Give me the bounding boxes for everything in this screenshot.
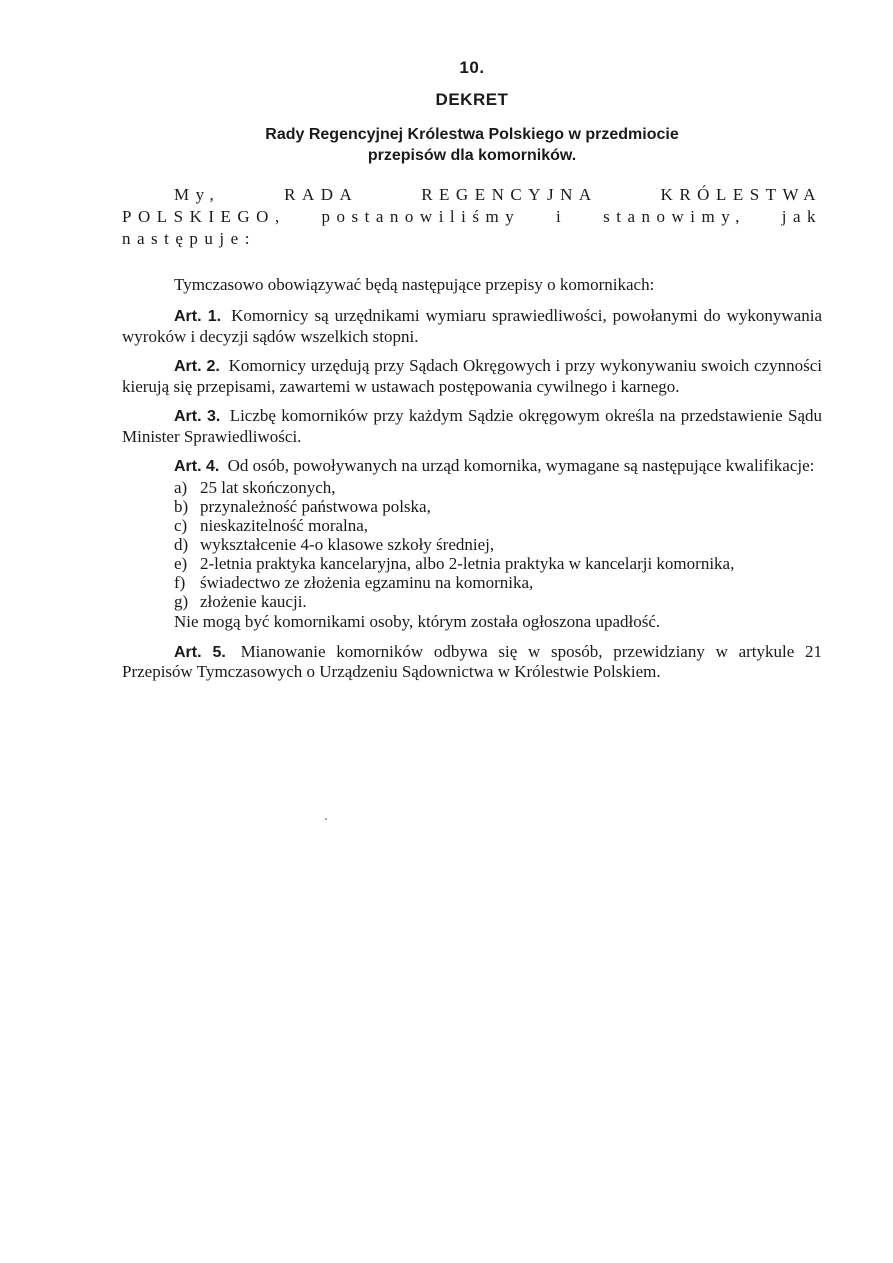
article-4: [122, 456, 822, 632]
qualifications-list: [122, 478, 822, 611]
decree-title: DEKRET: [435, 90, 509, 109]
article-text: Komornicy urzędują przy Sądach Okręgowych i przy wykonywaniu swoich czynności kierują się przepisami, zawartemi w ustawach postępowania cywilnego i karnego.: [122, 356, 823, 396]
article-1: [122, 306, 822, 347]
subtitle-line-1: Rady Regencyjnej Królestwa Polskiego w przedmiocie: [265, 126, 679, 143]
list-item: [122, 554, 822, 573]
intro-paragraph: Tymczasowo obowiązywać będą następujące przepisy o komornikach:: [174, 275, 655, 294]
article-text: Mianowanie komorników odbywa się w sposób, przewidziany w artykule 21 Przepisów Tymczasowych o Urządzeniu Sądownictwa w Królestwie Polskiem.: [122, 642, 822, 681]
article-text: Liczbę komorników przy każdym Sądzie okręgowym określa na przedstawienie Sądu Minister Sprawiedliwości.: [122, 406, 823, 446]
list-item: [122, 478, 822, 497]
article-label: Art. 4.: [174, 458, 220, 475]
item-letter: c): [174, 516, 188, 535]
item-text: przynależność państwowa polska,: [200, 497, 431, 516]
decree-subtitle: [212, 124, 732, 166]
article-label: Art. 1.: [174, 308, 222, 325]
subtitle-line-2: przepisów dla komorników.: [367, 147, 577, 164]
item-letter: f): [174, 573, 186, 592]
item-text: wykształcenie 4-o klasowe szkoły średniej,: [200, 535, 495, 554]
list-item: [122, 592, 822, 611]
list-item: [122, 573, 822, 592]
article-4-closing: Nie mogą być komornikami osoby, którym została ogłoszona upadłość.: [174, 612, 661, 631]
document-page: [122, 58, 822, 690]
item-text: 2-letnia praktyka kancelaryjna, albo 2-letnia praktyka w kancelarji komornika,: [200, 554, 735, 573]
item-text: 25 lat skończonych,: [200, 478, 336, 497]
list-item: [122, 535, 822, 554]
item-letter: g): [174, 592, 189, 611]
list-item: [122, 516, 822, 535]
article-label: Art. 5.: [174, 644, 226, 661]
list-item: [122, 497, 822, 516]
article-3: [122, 406, 822, 447]
article-text: Komornicy są urzędnikami wymiaru sprawiedliwości, powołanymi do wykonywania wyroków i decyzji sądów wszelkich stopni.: [122, 306, 823, 346]
article-5: [122, 642, 822, 681]
item-letter: a): [174, 478, 188, 497]
article-4-intro: [122, 456, 822, 477]
item-letter: b): [174, 497, 189, 516]
page-number: 10.: [459, 58, 485, 77]
preamble: My, RADA REGENCYJNA KRÓLESTWA POLSKIEGO, postanowiliśmy i stanowimy, jak następuje:: [122, 185, 822, 248]
article-label: Art. 2.: [174, 358, 220, 375]
article-label: Art. 3.: [174, 408, 221, 425]
print-speck: [325, 818, 327, 820]
article-text: Od osób, powoływanych na urząd komornika, wymagane są następujące kwalifikacje:: [227, 456, 815, 475]
article-2: [122, 356, 822, 397]
item-text: złożenie kaucji.: [200, 592, 307, 611]
item-text: świadectwo ze złożenia egzaminu na komornika,: [200, 573, 534, 592]
item-text: nieskazitelność moralna,: [200, 516, 369, 535]
item-letter: d): [174, 535, 189, 554]
item-letter: e): [174, 554, 188, 573]
